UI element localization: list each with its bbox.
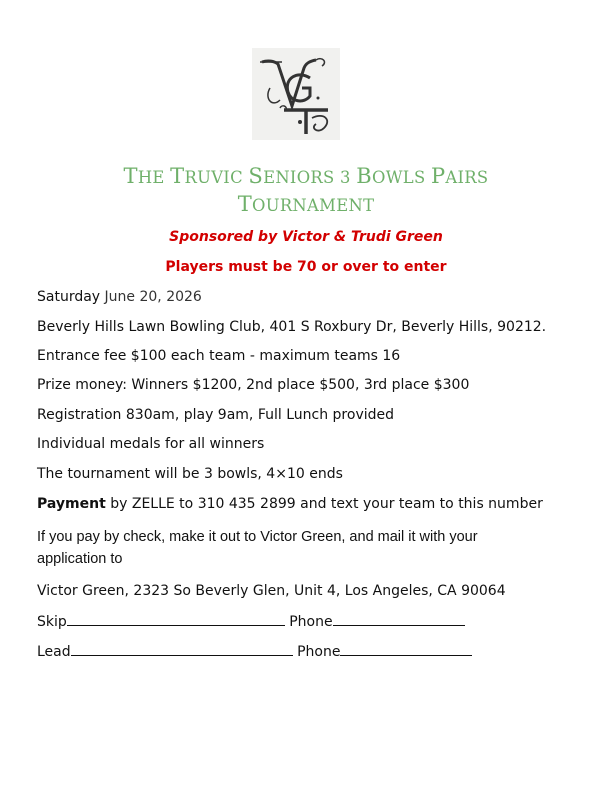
vgt-monogram-logo [252, 48, 340, 140]
skip-label: Skip [37, 614, 67, 630]
venue-line: Beverly Hills Lawn Bowling Club, 401 S Roxbury Dr, Beverly Hills, 90212. [37, 319, 547, 335]
lead-label: Lead [37, 644, 71, 660]
mailing-address: Victor Green, 2323 So Beverly Glen, Unit 4, Los Angeles, CA 90064 [37, 583, 506, 599]
skip-phone-field[interactable] [333, 612, 465, 626]
check-instructions-line-1: If you pay by check, make it out to Victor Green, and mail it with your [37, 529, 478, 545]
payment-line [37, 496, 543, 513]
sponsor-line: Sponsored by Victor & Trudi Green [169, 229, 443, 245]
title-line-1: THE TRUVIC SENIORS 3 BOWLS PAIRS [123, 164, 489, 188]
eligibility-line: Players must be 70 or over to enter [165, 259, 447, 275]
format-line: The tournament will be 3 bowls, 4×10 ends [37, 466, 343, 482]
lead-phone-label: Phone [297, 644, 341, 660]
prize-line: Prize money: Winners $1200, 2nd place $500, 3rd place $300 [37, 377, 470, 393]
title-line-2: TOURNAMENT [237, 192, 375, 216]
tournament-title [60, 163, 552, 219]
lead-entry-row [37, 642, 472, 661]
payment-text: by ZELLE to 310 435 2899 and text your team to this number [105, 496, 543, 512]
skip-entry-row [37, 612, 465, 631]
skip-phone-label: Phone [289, 614, 333, 630]
monogram-icon [252, 48, 340, 140]
medals-line: Individual medals for all winners [37, 436, 265, 452]
schedule-line: Registration 830am, play 9am, Full Lunch provided [37, 407, 394, 423]
check-instructions-line-2: application to [37, 551, 123, 567]
skip-name-field[interactable] [67, 612, 285, 626]
date-value: June 20, 2026 [104, 289, 202, 305]
date-label: Saturday [37, 289, 101, 305]
lead-phone-field[interactable] [340, 642, 472, 656]
event-date [37, 289, 202, 306]
payment-label: Payment [37, 496, 106, 512]
fee-line: Entrance fee $100 each team - maximum teams 16 [37, 348, 401, 364]
lead-name-field[interactable] [71, 642, 293, 656]
